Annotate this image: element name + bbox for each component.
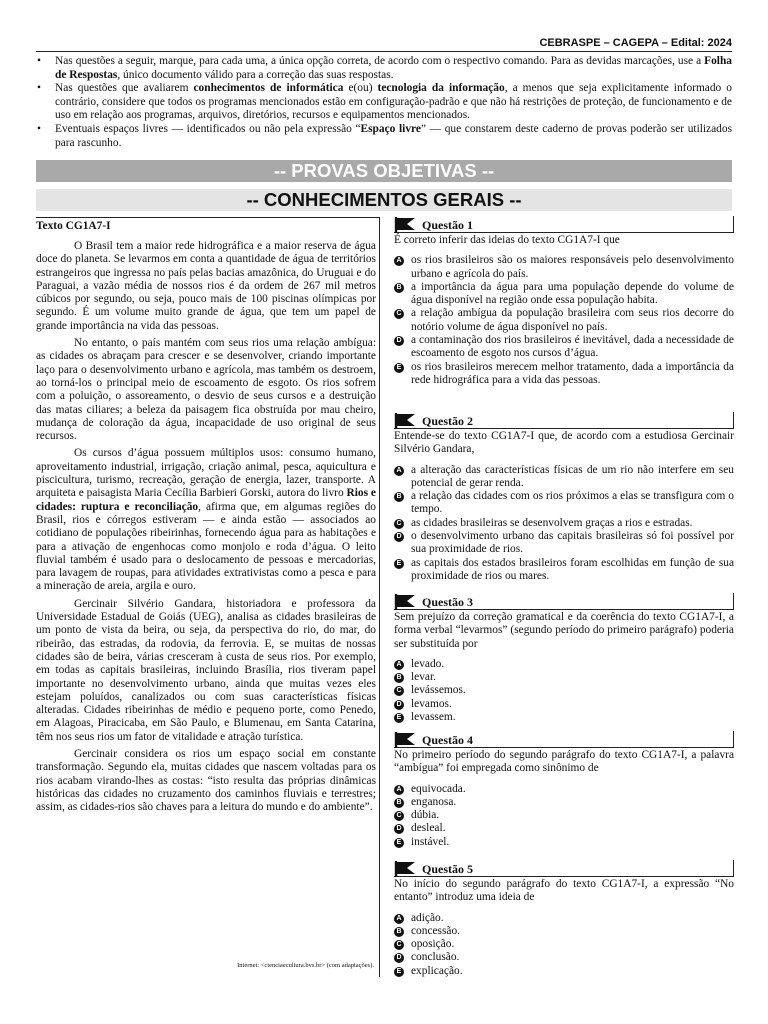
text-column (36, 217, 380, 977)
option-letter-badge: C (394, 519, 404, 529)
banner-conhecimentos-gerais: -- CONHECIMENTOS GERAIS -- (36, 189, 732, 211)
header-title: CEBRASPE – CAGEPA – Edital: 2024 (539, 37, 732, 49)
flag-icon (394, 412, 418, 433)
option-text: concessão. (411, 924, 461, 937)
option-text: a contaminação dos rios brasileiros é inevitável, dada a necessidade de escoamento de esgoto nos cursos d’água. (411, 334, 734, 360)
option-c[interactable] (394, 938, 734, 951)
options-list (394, 254, 734, 387)
question-stem: No início do segundo parágrafo do texto CG1A7-I, a expressão “No entanto” introduz uma ideia de (394, 878, 734, 904)
flag-icon (394, 593, 418, 614)
option-letter-badge: C (394, 811, 404, 821)
option-letter-badge: D (394, 700, 404, 710)
text-run: Nas questões a seguir, marque, para cada uma, a única opção correta, de acordo com o respectivo comando. Para as devidas marcações, use a (55, 55, 705, 67)
text-column-top-rule (36, 217, 380, 218)
text-run: Gercinair Silvério Gandara, historiadora e professora da Universidade Estadual de Goiás (UEG), analisa as cidades brasileiras de um ponto de vista da beira, ou seja, da perspectiva do rio, do mar, do ribeirão, das estradas, da rodovia, da ferrovia. E, se muitas de nossas cidades são de beira, várias cresceram à custa de seus rios. Por exemplo, em todas as capitais brasileiras, incluindo Brasília, rios tiveram papel importante no desenvolvimento urbano, ainda que muitas vezes eles estejam poluídos, canalizados ou com suas características físicas alteradas. Cidades ribeirinhas de médio e pequeno porte, como Penedo, em Alagoas, Piracicaba, em São Paulo, e Blumenau, em Santa Catarina, têm nos seus rios um fator de vitalidade e atração turística. (36, 597, 376, 743)
option-text: enganosa. (411, 795, 457, 808)
option-text: levar. (411, 671, 436, 684)
instructions-list (36, 55, 732, 150)
option-text: levassem. (411, 711, 456, 724)
text-run: O Brasil tem a maior rede hidrográfica e a maior reserva de água doce do planeta. Se levarmos em conta a quantidade de água de territórios estrangeiros que ingressa no país pelas bacias amazônica, do Uruguai e do Paraguai, a vazão média de nossos rios é da ordem de 267 mil metros cúbicos por segundo, ou seja, pouco mais de 100 piscinas olímpicas por segundo. É um volume muito grande de água, que tem um papel de grande importância na vida das pessoas. (36, 240, 376, 332)
options-list (394, 912, 734, 978)
text-paragraph (36, 240, 376, 333)
option-letter-badge: B (394, 283, 404, 293)
question-label: Questão 2 (422, 414, 473, 428)
option-text: o desenvolvimento urbano das capitais brasileiras só foi possível por sua proximidade de rios. (411, 530, 734, 556)
flag-icon (394, 860, 418, 881)
text-run: , afirma que, em algumas regiões do Brasil, rios e córregos estiveram — e ainda estão — associados ao cotidiano de populações ribeirinhas, fornecendo água para as habitações e para a ativação de engenhocas como monjolo e roda d’água. O leito fluvial também é usado para o deslocamento de pessoas e mercadorias, para lavagem de roupas, para atividades extrativistas como a pesca e para a mineração de areia, argila e ouro. (36, 500, 376, 593)
text-run: ” — que constarem deste caderno de provas poderão ser utilizados para rascunho. (55, 122, 732, 149)
option-letter-badge: A (394, 256, 404, 266)
options-list (394, 464, 734, 584)
option-letter-badge: A (394, 785, 404, 795)
option-e[interactable] (394, 361, 734, 388)
option-c[interactable] (394, 809, 734, 822)
option-text: equivocada. (411, 782, 466, 795)
question-label: Questão 4 (422, 733, 473, 747)
bold-text: conhecimentos de informática (193, 82, 344, 95)
option-c[interactable] (394, 517, 734, 530)
option-text: as capitais dos estados brasileiros foram escolhidas em função de sua proximidade de rios ou mares. (411, 556, 734, 582)
option-text: os rios brasileiros são os maiores responsáveis pelo desenvolvimento urbano e agrícola do país. (411, 254, 734, 280)
option-letter-badge: B (394, 927, 404, 937)
question-label: Questão 3 (422, 595, 473, 609)
question-1 (394, 216, 734, 387)
option-d[interactable] (394, 530, 734, 557)
option-text: adição. (411, 911, 444, 924)
question-stem: No primeiro período do segundo parágrafo do texto CG1A7-I, a palavra “ambígua” foi empregada como sinônimo de (394, 749, 734, 775)
question-header (394, 731, 734, 748)
question-stem: Sem prejuízo da correção gramatical e da coerência do texto CG1A7-I, a forma verbal “levarmos” (segundo período do primeiro parágrafo) poderia ser substituída por (394, 611, 734, 650)
question-header (394, 216, 734, 233)
page-header (36, 36, 732, 50)
option-text: a relação ambígua da população brasileira com seus rios decorre do notório volume de água disponível no país. (411, 307, 734, 333)
option-letter-badge: E (394, 967, 404, 977)
option-letter-badge: D (394, 336, 404, 346)
question-5 (394, 860, 734, 978)
option-d[interactable] (394, 334, 734, 361)
option-b[interactable] (394, 796, 734, 809)
option-letter-badge: E (394, 363, 404, 373)
option-text: desleal. (411, 822, 446, 835)
question-header (394, 412, 734, 429)
text-body (36, 240, 376, 818)
header-rule (36, 51, 732, 52)
flag-icon (394, 731, 418, 752)
option-text: levássemos. (411, 684, 466, 697)
text-run: , a menos que seja explicitamente informado o contrário, considere que todos os programas mencionados estão em configuração-padrão e que não há restrições de proteção, de funcionamento e de uso em relação aos programas, arquivos, diretórios, recursos e equipamentos mencionados. (55, 82, 732, 122)
column-divider (379, 217, 380, 977)
option-text: levado. (411, 657, 445, 670)
questions-column (394, 217, 734, 977)
option-a[interactable] (394, 783, 734, 796)
question-label: Questão 1 (422, 218, 473, 232)
instruction-item (36, 82, 732, 123)
option-letter-badge: E (394, 713, 404, 723)
option-a[interactable] (394, 912, 734, 925)
instruction-item (36, 55, 732, 82)
option-a[interactable] (394, 254, 734, 281)
text-run: Os cursos d’água possuem múltiplos usos: consumo humano, aproveitamento industrial, irrigação, criação animal, pesca, aquicultura e piscicultura, turismo, recreação, geração de energia, lazer, transporte. A arquiteta e paisagista Maria Cecília Barbieri Gorski, autora do livro (36, 447, 376, 500)
option-text: a alteração das características físicas de um rio não interfere em seu potencial de gerar renda. (411, 463, 734, 489)
text-paragraph (36, 748, 376, 814)
question-stem: É correto inferir das ideias do texto CG1A7-I que (394, 234, 620, 246)
option-letter-badge: D (394, 824, 404, 834)
option-b[interactable] (394, 281, 734, 308)
text-paragraph (36, 337, 376, 443)
text-run: Gercinair considera os rios um espaço social em constante transformação. Segundo ela, muitas cidades que nascem voltadas para os rios acabam virando-lhes as costas: “isto resulta das próprias dinâmicas históricas das cidades no cruzamento dos caminhos fluviais e terrestres; assim, as cidades-rios são chaves para a leitura do mundo e do ambiente”. (36, 747, 376, 814)
question-4 (394, 731, 734, 849)
option-letter-badge: B (394, 492, 404, 502)
banner-provas-objetivas: -- PROVAS OBJETIVAS -- (36, 160, 732, 182)
text-source: Internet: <cienciaecultura.bvs.br> (com adaptações). (237, 962, 374, 969)
text-run: Eventuais espaços livres — identificados ou não pela expressão “ (55, 122, 361, 135)
bullet-icon: • (37, 55, 41, 67)
option-d[interactable] (394, 822, 734, 835)
question-stem: Entende-se do texto CG1A7-I que, de acordo com a estudiosa Gercinair Silvério Gandara, (394, 430, 734, 456)
option-e[interactable] (394, 836, 734, 849)
option-b[interactable] (394, 671, 734, 684)
option-letter-badge: B (394, 673, 404, 683)
bold-text: Folha de Respostas (55, 55, 732, 81)
text-run: No entanto, o país mantém com seus rios uma relação ambígua: as cidades os abraçam para crescer e se desenvolver, criando importante laço para o desenvolvimento urbano e agrícola, mas também os destroem, ao torná-los o principal meio de escoamento de esgoto. Os rios sofrem com a poluição, o assoreamento, o desvio de seus cursos e a destruição das matas ciliares; a beleza da paisagem fica obstruída por mau cheiro, mudança de coloração da água, incapacidade de uso original de seus recursos. (36, 337, 376, 443)
option-c[interactable] (394, 307, 734, 334)
flag-icon (394, 216, 418, 237)
option-letter-badge: C (394, 309, 404, 319)
option-text: os rios brasileiros merecem melhor tratamento, dada a importância da rede hidrográfica para a vida das pessoas. (411, 360, 734, 386)
option-letter-badge: C (394, 686, 404, 696)
bullet-icon: • (37, 82, 41, 95)
bold-text: Rios e cidades: ruptura e reconciliação (36, 487, 376, 513)
text-run: e(ou) (343, 82, 378, 95)
bold-text: Espaço livre (360, 122, 421, 135)
option-d[interactable] (394, 951, 734, 964)
options-list (394, 658, 734, 724)
option-b[interactable] (394, 925, 734, 938)
option-a[interactable] (394, 658, 734, 671)
option-e[interactable] (394, 965, 734, 978)
option-text: levamos. (411, 697, 452, 710)
question-2 (394, 412, 734, 583)
option-e[interactable] (394, 557, 734, 584)
option-text: as cidades brasileiras se desenvolvem graças a rios e estradas. (411, 516, 693, 529)
question-header (394, 860, 734, 877)
option-letter-badge: E (394, 838, 404, 848)
option-d[interactable] (394, 698, 734, 711)
option-letter-badge: E (394, 559, 404, 569)
question-header (394, 593, 734, 610)
text-paragraph (36, 598, 376, 744)
option-text: a importância da água para uma população depende do volume de água disponível na região onde essa população habita. (411, 280, 734, 307)
text-run: Nas questões que avaliarem (55, 82, 194, 95)
option-e[interactable] (394, 711, 734, 724)
question-label: Questão 5 (422, 862, 473, 876)
instruction-item (36, 123, 732, 150)
option-letter-badge: D (394, 953, 404, 963)
options-list (394, 783, 734, 849)
option-text: dúbia. (411, 809, 440, 822)
option-b[interactable] (394, 490, 734, 517)
option-letter-badge: A (394, 660, 404, 670)
option-text: conclusão. (411, 951, 460, 964)
option-text: a relação das cidades com os rios próximos a elas se transfigura com o tempo. (411, 490, 734, 516)
option-text: explicação. (411, 964, 463, 977)
option-letter-badge: D (394, 532, 404, 542)
option-letter-badge: A (394, 466, 404, 476)
question-3 (394, 593, 734, 724)
option-letter-badge: B (394, 798, 404, 808)
bold-text: tecnologia da informação (377, 82, 505, 95)
text-title: Texto CG1A7-I (36, 220, 111, 232)
option-letter-badge: A (394, 914, 404, 924)
option-text: instável. (411, 835, 450, 848)
text-run: , único documento válido para a correção das suas respostas. (117, 68, 394, 81)
option-letter-badge: C (394, 940, 404, 950)
option-text: oposição. (411, 938, 455, 951)
option-c[interactable] (394, 684, 734, 697)
text-paragraph (36, 447, 376, 593)
bullet-icon: • (37, 122, 41, 135)
option-a[interactable] (394, 464, 734, 491)
